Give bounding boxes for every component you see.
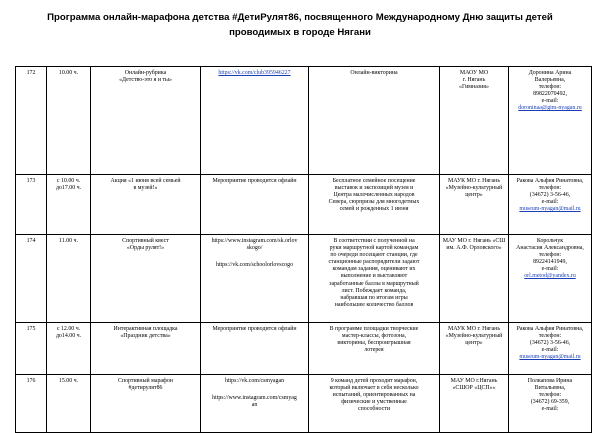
event-name-cell bbox=[91, 67, 201, 175]
contact-person-text: телефон: bbox=[538, 84, 562, 91]
event-link-url[interactable]: skogo/ bbox=[246, 245, 263, 252]
organizer-cell bbox=[440, 235, 509, 323]
organizer-text: МАУК МО г. Нягань bbox=[447, 178, 501, 184]
event-description-text: испытаний, ориентированных на bbox=[332, 392, 416, 399]
contact-email-link[interactable]: doroninaa@gim-nyagan.ru bbox=[518, 105, 582, 112]
contact-person-cell bbox=[509, 375, 592, 433]
contact-person-text: Ракова Альфия Ринатовна, bbox=[516, 178, 584, 184]
contact-person-cell bbox=[509, 67, 592, 175]
event-link-url[interactable]: https://vk.com/club395946227 bbox=[218, 70, 291, 76]
event-description-text: В программе площадки творческие bbox=[329, 326, 419, 332]
event-link-url[interactable]: https://vk.com/schoolorlovscogo bbox=[215, 262, 294, 269]
event-name-text: «Праздник детства» bbox=[120, 333, 171, 340]
organizer-text: «Гимназия» bbox=[459, 84, 489, 91]
event-name-cell bbox=[91, 323, 201, 375]
organizer-cell bbox=[440, 67, 509, 175]
contact-person-cell bbox=[509, 175, 592, 235]
event-link-text: Мероприятие проводится офлайн bbox=[212, 326, 297, 332]
event-description-text: выполнение и выставляют bbox=[340, 273, 408, 280]
event-link-cell bbox=[201, 67, 309, 175]
event-link-text: Мероприятие проводится офлайн bbox=[212, 178, 297, 184]
row-time-text: с 10.00 ч. bbox=[56, 178, 81, 184]
row-time-text: до14.00 ч. bbox=[55, 333, 82, 340]
event-link-url[interactable]: https://www.instagram.com/csmyag bbox=[212, 395, 297, 402]
row-time-text: до17.00 ч. bbox=[55, 185, 82, 192]
row-time-cell bbox=[47, 67, 91, 175]
row-number-text: 175 bbox=[26, 326, 36, 332]
event-description-cell bbox=[309, 375, 440, 433]
event-description-text: Севера, сюрпризы для многодетных bbox=[328, 199, 420, 206]
table-row bbox=[16, 175, 592, 235]
event-description-text: лотерея bbox=[364, 347, 384, 354]
event-name-text: Онлайн-рубрика bbox=[124, 70, 167, 76]
row-time-cell bbox=[47, 175, 91, 235]
event-description-text: семей и рожденных 1 июня bbox=[339, 206, 409, 213]
row-time-text: 10.00 ч. bbox=[58, 70, 79, 76]
row-number-cell bbox=[16, 323, 47, 375]
organizer-text: им. А.Ф. Орловского» bbox=[446, 245, 502, 252]
row-number-text: 176 bbox=[26, 378, 36, 384]
contact-email-link[interactable]: museum-nyagan@mail.ru bbox=[519, 354, 581, 361]
organizer-text: г. Нягань bbox=[462, 77, 486, 84]
event-description-text: викторины, беспроигрышная bbox=[337, 340, 411, 347]
contact-person-text: (34672) 69-359, bbox=[530, 399, 570, 406]
events-table-body bbox=[16, 67, 592, 433]
contact-person-text: Ракова Альфия Ринатовна, bbox=[516, 326, 584, 332]
contact-person-text: Анастасия Александровна, bbox=[516, 245, 584, 252]
event-name-text: Спортивный марафон bbox=[118, 378, 173, 384]
event-name-cell bbox=[91, 175, 201, 235]
event-name-text: «Орды рулят!» bbox=[126, 245, 165, 252]
table-row bbox=[16, 375, 592, 433]
event-description-text: Центра малочисленных народов bbox=[333, 192, 415, 199]
event-description-text: Бесплатное семейное посещение bbox=[332, 178, 416, 184]
contact-person-text: (34672) 3-56-46, bbox=[529, 192, 571, 199]
contact-person-text: телефон: bbox=[538, 333, 562, 340]
title-line-2: проводимых в городе Нягани bbox=[229, 27, 371, 38]
row-time-cell bbox=[47, 375, 91, 433]
event-description-cell bbox=[309, 235, 440, 323]
event-link-url[interactable]: https://vk.com/csmyagan bbox=[224, 378, 285, 384]
row-number-cell bbox=[16, 235, 47, 323]
event-name-text: Интерактивная площадка bbox=[113, 326, 178, 332]
event-description-text: физические и умственные bbox=[341, 399, 407, 406]
row-number-cell bbox=[16, 175, 47, 235]
event-description-text: который включает в себя несколько bbox=[329, 385, 419, 392]
row-time-cell bbox=[47, 323, 91, 375]
organizer-text: «Музейно-культурный bbox=[445, 333, 503, 340]
row-number-cell bbox=[16, 375, 47, 433]
event-description-text: Онлайн-викторина bbox=[350, 70, 398, 76]
organizer-text: МАОУ МО bbox=[459, 70, 489, 76]
event-description-text: наибольшее количество баллов bbox=[334, 301, 414, 308]
event-description-text: заработанные баллы в маршрутный bbox=[329, 280, 419, 287]
contact-person-cell bbox=[509, 235, 592, 323]
organizer-cell bbox=[440, 175, 509, 235]
organizer-cell bbox=[440, 375, 509, 433]
event-description-text: В соответствии с полученной на bbox=[333, 238, 415, 244]
event-name-text: #детирулят86 bbox=[128, 385, 163, 392]
event-name-text: «Детство-это я и ты» bbox=[119, 77, 172, 84]
contact-person-text: Доронина Арина bbox=[528, 70, 572, 76]
row-number-text: 173 bbox=[26, 178, 36, 184]
organizer-text: «СШОР «ЦСП»» bbox=[452, 385, 496, 392]
event-link-url[interactable]: https://www.instagram.com/sk.orlov bbox=[211, 238, 298, 244]
organizer-text: центр» bbox=[465, 340, 483, 347]
contact-person-text: e-mail: bbox=[541, 266, 559, 273]
contact-email-link[interactable]: museum-nyagan@mail.ru bbox=[519, 206, 581, 213]
event-name-text: Акция «1 июня всей семьей bbox=[110, 178, 181, 184]
organizer-cell bbox=[440, 323, 509, 375]
row-time-cell bbox=[47, 235, 91, 323]
event-description-text: командам задания, оценивают их bbox=[332, 266, 416, 273]
contact-person-text: телефон: bbox=[538, 185, 562, 192]
contact-person-text: e-mail: bbox=[541, 347, 559, 354]
event-description-text: станционные распорядители задают bbox=[328, 259, 420, 266]
table-row bbox=[16, 323, 592, 375]
row-number-cell bbox=[16, 67, 47, 175]
organizer-text: МАУК МО г. Нягань bbox=[447, 326, 501, 332]
event-description-text: лист. Побеждает команда, bbox=[341, 287, 407, 294]
event-link-url[interactable]: an bbox=[251, 402, 258, 409]
event-link-cell bbox=[201, 375, 309, 433]
event-description-cell bbox=[309, 175, 440, 235]
row-time-text: 15.00 ч. bbox=[58, 378, 79, 384]
row-time-text: 11.00 ч. bbox=[59, 238, 78, 244]
organizer-text: «Музейно-культурный bbox=[445, 185, 503, 192]
contact-person-text: телефон: bbox=[538, 392, 562, 399]
row-time-text: с 12.00 ч. bbox=[56, 326, 81, 332]
events-table bbox=[15, 66, 592, 433]
event-name-text: в музей!» bbox=[133, 185, 158, 192]
title-line-1: Программа онлайн-марафона детства #ДетиРулят86, посвященного Международному Дню защиты детей bbox=[47, 12, 553, 23]
event-description-text: мастер-классы, фотозона, bbox=[341, 333, 407, 340]
contact-person-text: Валерьевна, bbox=[534, 77, 566, 84]
event-description-cell bbox=[309, 67, 440, 175]
contact-person-text: 89822070492, bbox=[533, 91, 567, 98]
event-description-cell bbox=[309, 323, 440, 375]
event-description-text: выставок и экспозиций музея и bbox=[334, 185, 414, 192]
event-description-text: способности bbox=[357, 406, 390, 413]
table-row bbox=[16, 67, 592, 175]
event-description-text: по очереди посещают станции, где bbox=[330, 252, 418, 259]
organizer-text: МАУ МО г. Нягань «СШ bbox=[442, 238, 506, 244]
contact-person-text: Витальевна, bbox=[534, 385, 566, 392]
event-description-text: набравшая по итогам игры bbox=[340, 294, 408, 301]
contact-email-link[interactable]: orl.metod@yandex.ru bbox=[524, 273, 576, 280]
event-link-cell bbox=[201, 175, 309, 235]
table-row bbox=[16, 235, 592, 323]
contact-person-text: (34672) 3-56-46, bbox=[529, 340, 571, 347]
contact-person-text: Корольчук bbox=[536, 238, 564, 244]
event-name-cell bbox=[91, 375, 201, 433]
contact-person-text: Полкапова Ирина bbox=[527, 378, 573, 384]
page-title bbox=[0, 10, 600, 40]
row-number-text: 172 bbox=[26, 70, 36, 76]
event-description-text: 9 команд детей проходят марафон, bbox=[330, 378, 418, 384]
event-description-text: руки маршрутной картой командам bbox=[329, 245, 419, 252]
contact-person-text: e-mail: bbox=[541, 406, 559, 413]
event-name-text: Спортивный квест bbox=[122, 238, 169, 244]
contact-person-cell bbox=[509, 323, 592, 375]
event-link-cell bbox=[201, 323, 309, 375]
contact-person-text: 89224141949, bbox=[533, 259, 567, 266]
event-name-cell bbox=[91, 235, 201, 323]
organizer-text: МАУ МО г.Нягань bbox=[450, 378, 498, 384]
contact-person-text: телефон: bbox=[538, 252, 562, 259]
contact-person-text: e-mail: bbox=[541, 98, 559, 105]
organizer-text: центр» bbox=[465, 192, 483, 199]
event-link-cell bbox=[201, 235, 309, 323]
contact-person-text: e-mail: bbox=[541, 199, 559, 206]
row-number-text: 174 bbox=[26, 238, 36, 244]
